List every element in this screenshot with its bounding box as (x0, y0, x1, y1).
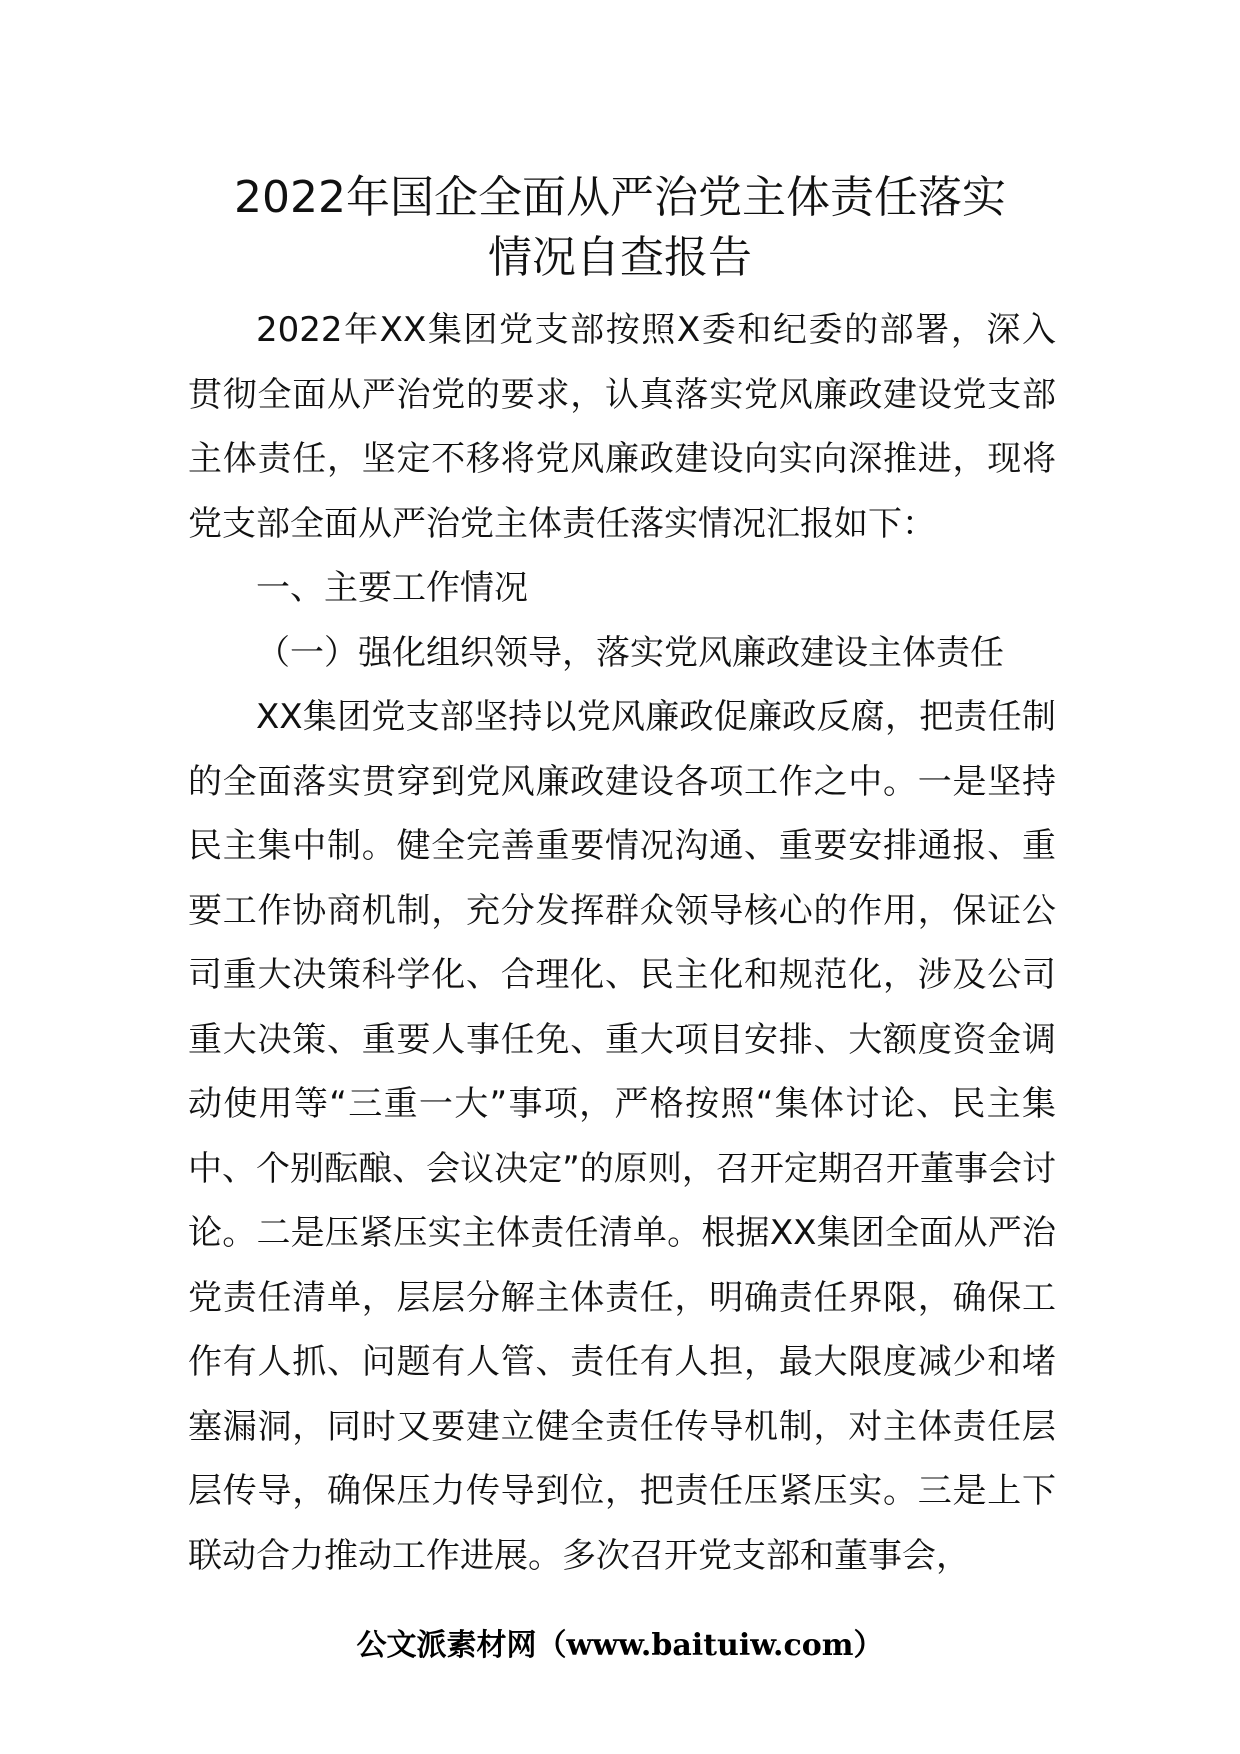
title-line-2: 情况自查报告 (488, 232, 752, 283)
paragraph-intro: 2022年XX集团党支部按照X委和纪委的部署，深入贯彻全面从严治党的要求，认真落实党风廉政建设党支部主体责任，坚定不移将党风廉政建设向实向深推进，现将党支部全面从严治党主体责任落实情况汇报如下： (188, 310, 1056, 544)
section-heading: 一、主要工作情况 (256, 568, 528, 608)
document-body (188, 298, 1056, 1588)
title-line-1: 2022年国企全面从严治党主体责任落实 (234, 172, 1006, 223)
document-title (150, 168, 1090, 288)
footer-watermark: 公文派素材网（www.baituiw.com） (356, 1628, 884, 1663)
paragraph-main: XX集团党支部坚持以党风廉政促廉政反腐，把责任制的全面落实贯穿到党风廉政建设各项工作之中。一是坚持民主集中制。健全完善重要情况沟通、重要安排通报、重要工作协商机制，充分发挥群众领导核心的作用，保证公司重大决策科学化、合理化、民主化和规范化，涉及公司重大决策、重要人事任免、重大项目安排、大额度资金调动使用等“三重一大”事项，严格按照“集体讨论、民主集中、个别酝酿、会议决定”的原则，召开定期召开董事会讨论。二是压紧压实主体责任清单。根据XX集团全面从严治党责任清单，层层分解主体责任，明确责任界限，确保工作有人抓、问题有人管、责任有人担，最大限度减少和堵塞漏洞，同时又要建立健全责任传导机制，对主体责任层层传导，确保压力传导到位，把责任压紧压实。三是上下联动合力推动工作进展。多次召开党支部和董事会， (188, 697, 1056, 1576)
subsection-heading: （一）强化组织领导，落实党风廉政建设主体责任 (256, 632, 1004, 673)
